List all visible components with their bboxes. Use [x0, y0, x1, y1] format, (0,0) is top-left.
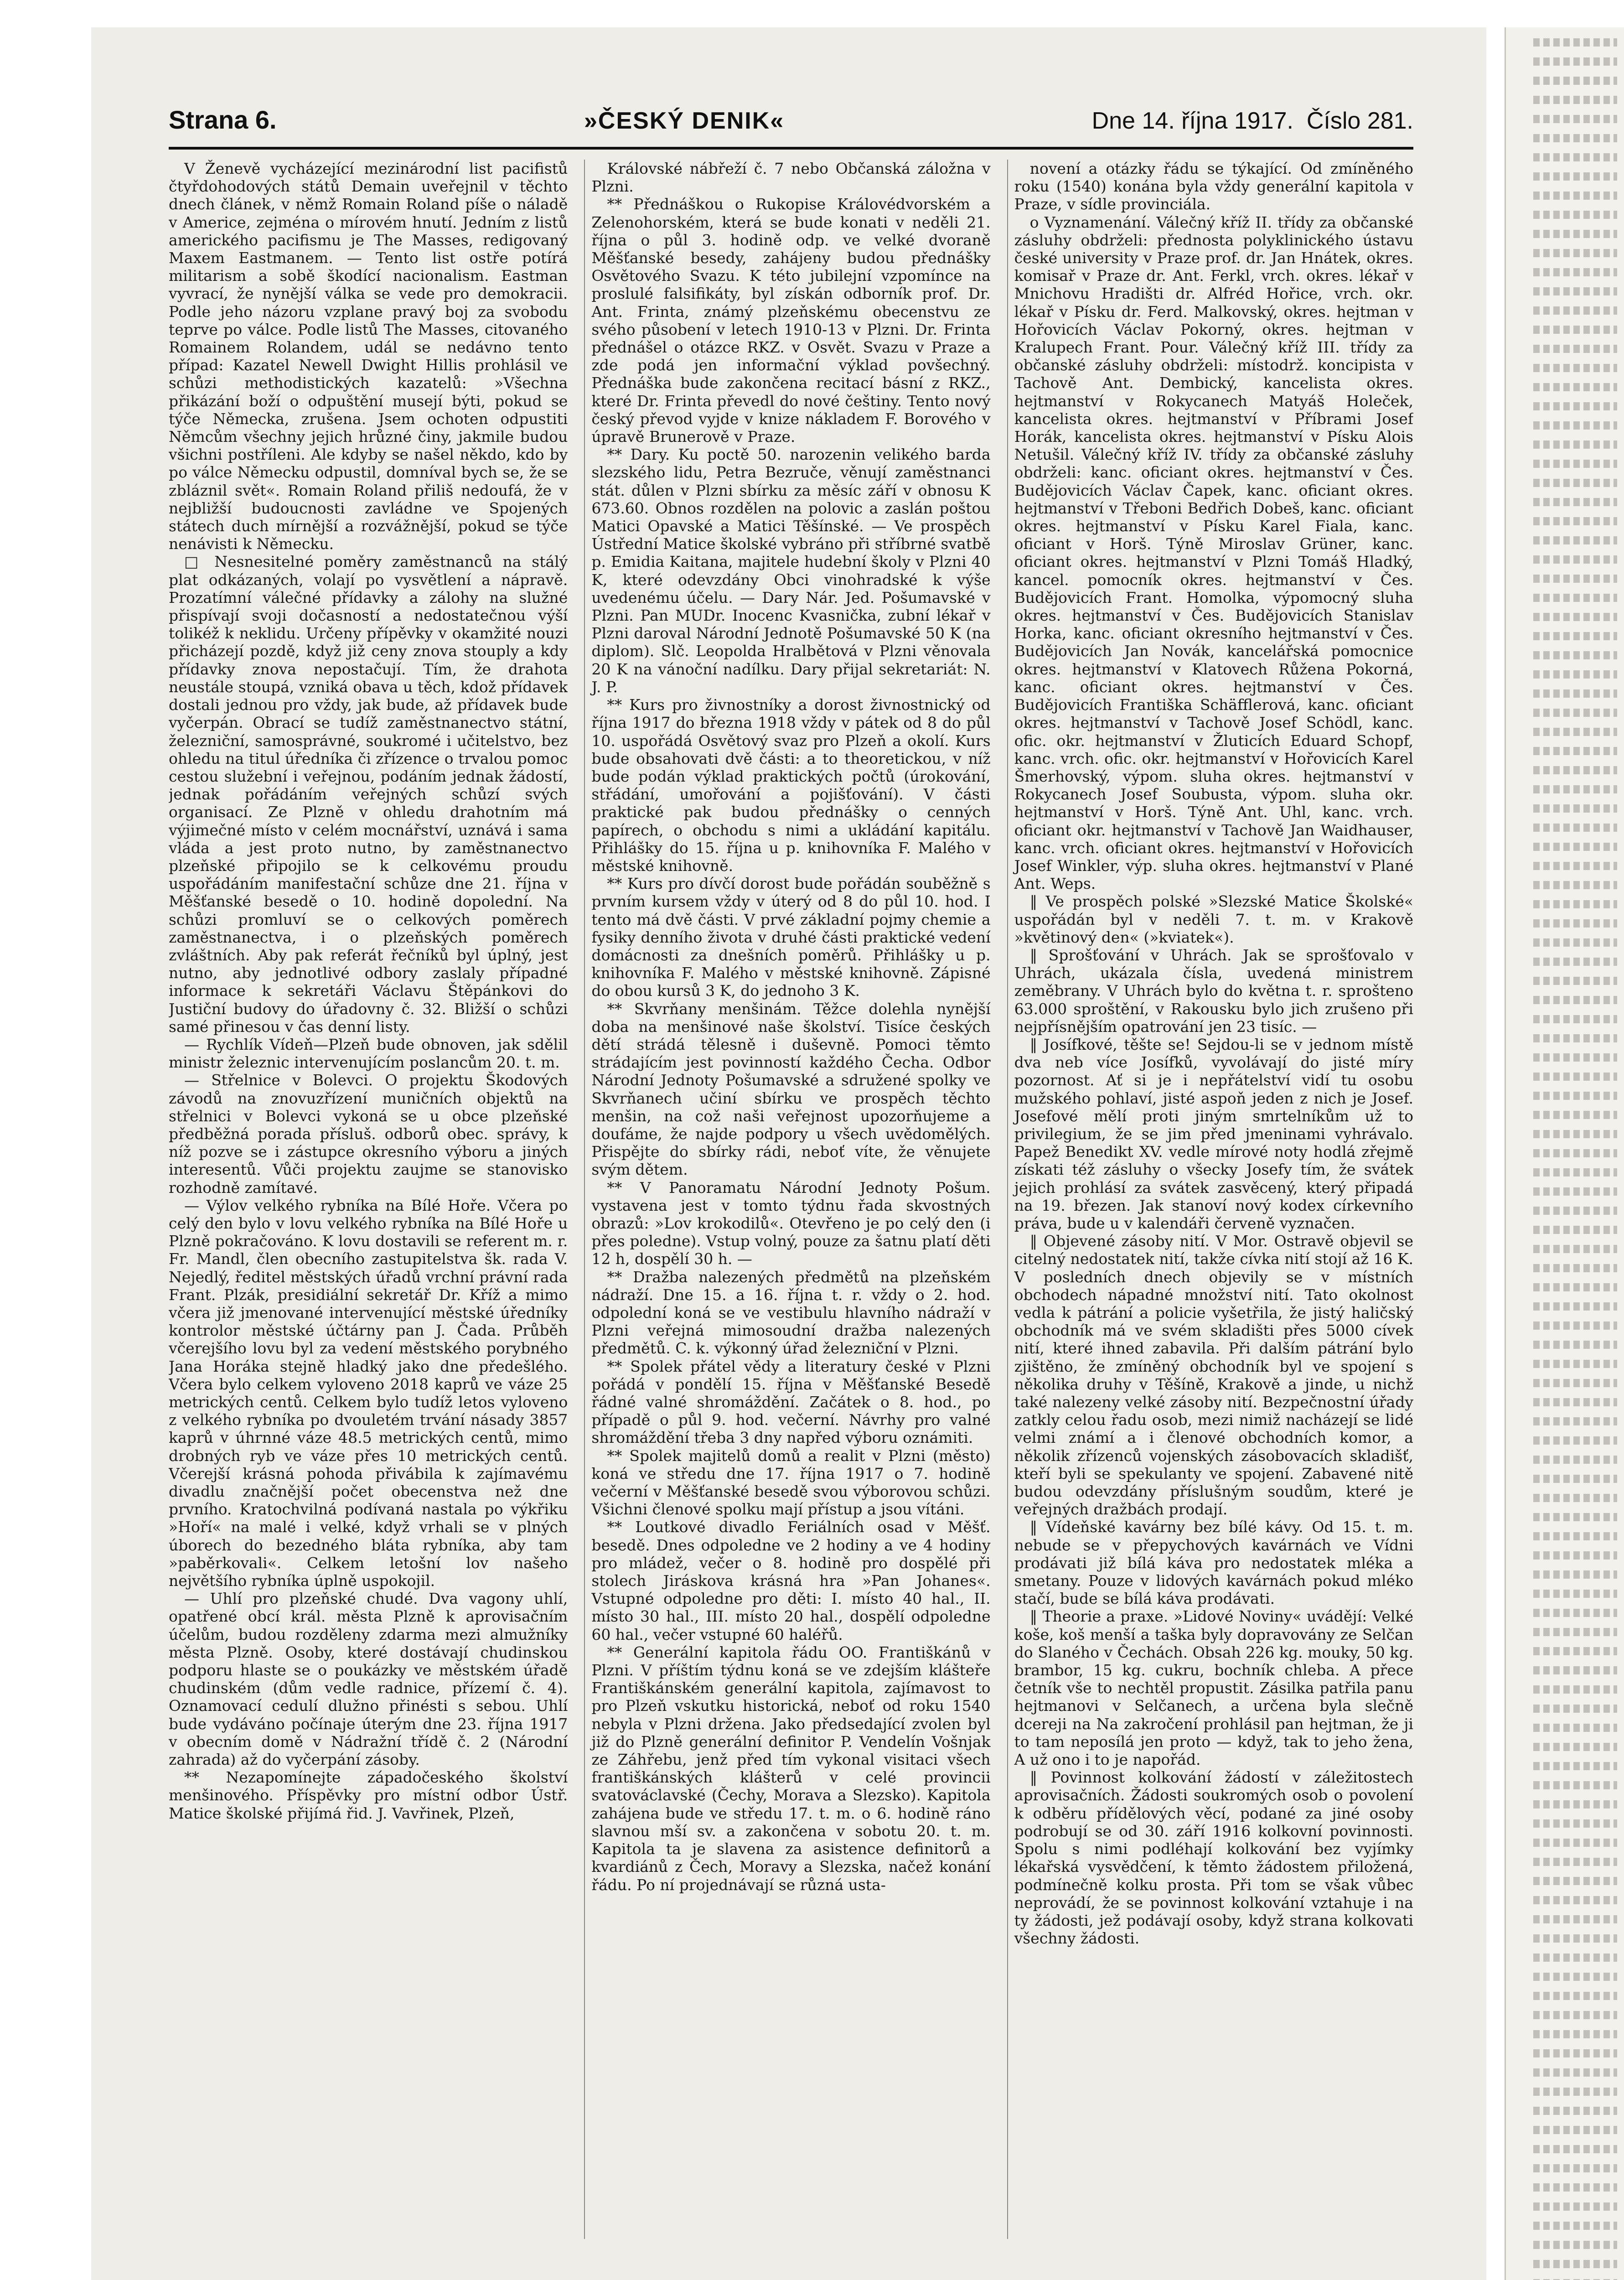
newspaper-page — [91, 27, 1486, 2280]
edge-text-line — [1533, 268, 1617, 276]
edge-text-line — [1533, 728, 1617, 736]
edge-text-line — [1533, 421, 1617, 430]
edge-text-line — [1533, 1494, 1617, 1502]
edge-text-line — [1533, 1034, 1617, 1042]
article-paragraph: ** Kurs pro dívčí dorost bude pořádán souběžně s prvním kursem vždy v úterý od 8 do půl 10. hod. I tento má dvě části. V prvé základní pojmy chemie a fysiky denního života v druhé části praktické vedení domácnosti za dnešních poměrů. Přihlášky u p. knihovníka F. Malého v městské knihovně. Zápisné do obou kursů 3 K, do jednoho 3 K. — [591, 875, 991, 1000]
edge-text-line — [1533, 306, 1617, 315]
article-paragraph: V Ženevě vycházející mezinárodní list pacifistů čtyřdohodových států Demain uveřejnil v těchto dnech článek, v němž Romain Roland píše o náladě v Americe, zejména o mírovém hnutí. Jedním z listů amerického pacifismu je The Masses, redigovaný Maxem Eastmanem. — Tento list ostře potírá militarism a sobě škodící nacionalism. Eastman vyvrací, že nynější válka se vede pro demokracii. Podle jeho názoru vzplane pravý boj za svobodu teprve po válce. Podle listů The Masses, citovaného Romainem Rolandem, udál se nedávno tento případ: Kazatel Newell Dwight Hillis prohlásil ve schůzi methodistických kazatelů: »Všechna přikázání boží o odpuštění musejí býti, pokud se týče Německa, zrušena. Jsem ochoten odpustiti Němcům všechny jejich hrůzné činy, jakmile budou všichni postříleni. Ale kdyby se našel někdo, kdo by po válce Německu odpustil, domníval bych se, že se zbláznil svět«. Romain Roland přiliš nedoufá, že v nejbližší budoucnosti zavládne ve Spojených státech duch mírnější a rozvážnější, pokud se týče nenávisti k Německu. — [169, 160, 568, 553]
article-paragraph: ‖ Objevené zásoby nití. V Mor. Ostravě objevil se citelný nedostatek nití, takže cívka nití stojí až 16 K. V posledních dnech objevily se v místních obchodech nápadné množství nití. Tato okolnost vedla k pátrání a policie vyšetřila, že jistý haličský obchodník má ve svém skladišti přes 5000 cívek nití, které ihned zabavila. Při dalším pátrání bylo zjištěno, že zmíněný obchodník byl ve spojení s několika druhy v Těšíně, Krakově a jinde, u nichž také nalezeny velké zásoby nití. Bezpečnostní úřady zatkly celou řadu osob, mezi nimiž nacházejí se lidé velmi známí a i členové obchodních komor, a několik zřízenců vojenských zásobovacích skladišť, kteří byli se spekulanty ve spojení. Zabavené nitě budou odevzdány příslušným soudům, které je veřejných dražbách prodají. — [1014, 1232, 1413, 1518]
edge-text-line — [1533, 843, 1617, 851]
edge-text-line — [1533, 460, 1617, 468]
article-paragraph: — Výlov velkého rybníka na Bílé Hoře. Včera po celý den bylo v lovu velkého rybníka na Bílé Hoře u Plzně pokračováno. K lovu dostavili se referent m. r. Fr. Mandl, člen obecního zastupitelstva šk. rada V. Nejedlý, ředitel městských úřadů vrchní právní rada Frant. Plzák, presidiální sekretář Dr. Kříž a mimo včera již jmenované intervenující městské úředníky kontrolor městské účtárny pan J. Čada. Průběh včerejšího lovu byl za vedení městského porybného Jana Horáka stejně hladký jako dne předešlého. Včera bylo celkem vyloveno 2018 kaprů ve váze 25 metrických centů. Celkem bylo tudíž letos vyloveno z velkého rybníka po dvouletém trvání násady 3857 kaprů v úhrnné váze 48.5 metrických centů, mimo drobných ryb ve váze přes 10 metrických centů. Včerejší krásná pohoda přivábila k zajímavému divadlu značnější počet obecenstva než dne prvního. Kratochvilná podívaná nastala po výkřiku »Hoří« na malé i velké, když vrhali se v plných úborech do bezedného bláta rybníka, aby tam »paběrkovali«. Celkem letošní lov našeho největšího rybníka úplně uspokojil. — [169, 1196, 568, 1590]
edge-text-line — [1533, 1570, 1617, 1579]
edge-text-line — [1533, 1839, 1617, 1847]
edge-text-line — [1533, 1360, 1617, 1368]
article-paragraph: ** Skvrňany menšinám. Těžce dolehla nynější doba na menšinové naše školství. Tisíce českých dětí strádá tělesně i duševně. Pomoci těmto strádajícím jest povinností každého Čecha. Odbor Národní Jednoty Pošumavské a sdružené spolky ve Skvrňanech učiní sbírku ve prospěch těchto menšin, na což naši veřejnost upozorňujeme a doufáme, že najde podpory u všech uvědomělých. Přispějte do sbírky rádi, neboť víte, že věnujete svým dětem. — [591, 1000, 991, 1179]
article-paragraph: ** Generální kapitola řádu OO. Františkánů v Plzni. V příštím týdnu koná se ve zdejším klášteře Františkánském generální kapitola, zajímavost to pro Plzeň vskutku historická, neboť od roku 1540 nebyla v Plzni držena. Jako předsedající zvolen byl již do Plzně generální definitor P. Vendelín Vošnjak ze Záhřebu, jenž před tím vykonal visitaci všech františkánských klášterů v celé provincii svatováclavské (Čechy, Morava a Slezsko). Kapitola zahájena bude ve středu 17. t. m. o 6. hodině ráno slavnou mší sv. a zakončena v sobotu 20. t. m. Kapitola ta je slavena za asistence definitorů a kvardiánů z Čech, Moravy a Slezska, načež konání řádu. Po ní projednávají se různá usta- — [591, 1643, 991, 1894]
issue-number: Číslo 281. — [1306, 108, 1413, 134]
edge-text-line — [1533, 747, 1617, 755]
edge-text-line — [1533, 479, 1617, 487]
article-paragraph: □ Nesnesitelné poměry zaměstnanců na stálý plat odkázaných, volají po vysvětlení a nápravě. Prozatímní válečné přídavky a zálohy na služné přispívají svoji dočasností a nedostatečnou výší tolikéž k neklidu. Určeny přípěvky v okamžité nouzi přicházejí pozdě, když již ceny znova stouply a kdy přídavky znova nepostačují. Tím, že drahota neustále stoupá, vzniká obava u těch, kdož přídavek dostali jednou pro vždy, jak bude, až přídavek bude vyčerpán. Obrací se tudíž zaměstnanectvo státní, železniční, samosprávné, soukromé i učitelstvo, bez ohledu na titul úředníka či zřízence o trvalou pomoc cestou služební i veřejnou, podáním jednak žádostí, jednak pořádáním veřejných schůzí svých organisací. Ze Plzně v ohledu drahotním má výjimečné místo v celém mocnářství, uznává i sama vláda a jest proto nutno, by zaměstnanectvo plzeňské připojilo se k celkovému proudu uspořádáním manifestační schůze dne 21. října v Měšťanské besedě o 10. hodině dopolední. Na schůzi promluví se o celkových poměrech zaměstnanectva, i o plzeňských poměrech zvláštních. Aby pak referát řečníků byl úplný, jest nutno, aby jednotlivé odbory zaslaly případné informace k sekretáři Václavu Štěpánkovi do Justiční budovy do úřadovny č. 32. Bližší o schůzi samé přinesou v čas denní listy. — [169, 553, 568, 1036]
edge-text-line — [1533, 938, 1617, 947]
article-paragraph: ** Přednáškou o Rukopise Královédvorském a Zelenohorském, která se bude konati v neděli 21. října o půl 3. hodině odp. ve velké dvoraně Měšťanské besedy, zahájeny budou přednášky Osvětového Svazu. K této jubilejní vzpomínce na proslulé falsifikáty, byl získán odborník prof. Dr. Ant. Frinta, známý plzeňskému obecenstvu ze svého působení v letech 1910-13 v Plzni. Dr. Frinta přednášel o otázce RKZ. v Osvět. Svazu v Praze a zde podá jen informační výklad povšechný. Přednáška bude zakončena recitací básní z RKZ., které Dr. Frinta převedl do nové češtiny. Tento nový český převod vyjde v knize nákladem F. Borového v úpravě Brunerově v Praze. — [591, 195, 991, 446]
edge-text-line — [1533, 1647, 1617, 1655]
edge-text-line — [1533, 785, 1617, 793]
edge-text-line — [1533, 2088, 1617, 2096]
edge-text-line — [1533, 536, 1617, 544]
article-paragraph: ** Kurs pro živnostníky a dorost živnostnický od října 1917 do března 1918 vždy v pátek od 8 do půl 10. uspořádá Osvětový svaz pro Plzeň a okolí. Kurs bude obsahovati dvě části: a to theoretickou, v níž bude podán výklad praktických počtů (úrokování, střádání, umořování a pojišťování). V části praktické pak budou přednášky o cenných papírech, o obchodu s nimi a ukládání kapitálu. Přihlášky do 15. října u p. knihovníka F. Malého v městské knihovně. — [591, 696, 991, 875]
edge-text-line — [1533, 1168, 1617, 1176]
edge-text-line — [1533, 1551, 1617, 1560]
edge-text-line — [1533, 498, 1617, 506]
edge-text-line — [1533, 1973, 1617, 1981]
edge-text-line — [1533, 996, 1617, 1004]
edge-text-line — [1533, 1475, 1617, 1483]
newspaper-title: »ČESKÝ DENIK« — [584, 108, 785, 134]
edge-text-line — [1533, 1302, 1617, 1311]
column-3 — [1007, 160, 1413, 2239]
edge-text-line — [1533, 57, 1617, 66]
edge-text-line — [1533, 2202, 1617, 2211]
issue-date: Dne 14. října 1917. — [1091, 108, 1293, 134]
edge-text-line — [1533, 670, 1617, 679]
article-paragraph: ** V Panoramatu Národní Jednoty Pošum. vystavena jest v tomto týdnu řada skvostných obrazů: »Lov krokodilů«. Otevřeno je po celý den (i přes poledne). Vstup volný, pouze za šatnu platí děti 12 h, dospělí 30 h. — — [591, 1178, 991, 1268]
edge-text-line — [1533, 881, 1617, 889]
edge-text-line — [1533, 575, 1617, 583]
article-paragraph: Královské nábřeží č. 7 nebo Občanská záložna v Plzni. — [591, 160, 991, 196]
edge-text-line — [1533, 2145, 1617, 2153]
edge-text-line — [1533, 1321, 1617, 1330]
edge-text-line — [1533, 1724, 1617, 1732]
article-paragraph: ‖ Sprošťování v Uhrách. Jak se sprošťovalo v Uhrách, ukázala čísla, uvedená ministrem zeměbrany. V Uhrách bylo do května t. r. sprošteno 63.000 sproštění, v Rakousku bylo jich zrušeno při nejpřísnějším opatrování jen 23 tisíc. — — [1014, 946, 1413, 1036]
edge-text-line — [1533, 1379, 1617, 1387]
edge-text-line — [1533, 1858, 1617, 1866]
edge-text-line — [1533, 651, 1617, 659]
edge-text-line — [1533, 1130, 1617, 1138]
edge-text-line — [1533, 1915, 1617, 1923]
adjacent-page-edge — [1505, 27, 1624, 2280]
edge-text-line — [1533, 134, 1617, 142]
edge-text-line — [1533, 824, 1617, 832]
edge-text-line — [1533, 77, 1617, 85]
edge-text-line — [1533, 1456, 1617, 1464]
edge-text-line — [1533, 402, 1617, 410]
edge-text-line — [1533, 1992, 1617, 2000]
edge-text-line — [1533, 1187, 1617, 1196]
article-paragraph: ‖ Ve prospěch polské »Slezské Matice Školské« uspořádán byl v neděli 7. t. m. v Krakově »květinový den« (»kviatek«). — [1014, 892, 1413, 946]
edge-text-line — [1533, 249, 1617, 257]
edge-text-line — [1533, 613, 1617, 621]
article-paragraph: ** Dary. Ku poctě 50. narozenin velikého barda slezského lidu, Petra Bezruče, věnují zaměstnanci stát. důlen v Plzni sbírku za měsíc září v obnosu K 673.60. Obnos rozdělen na polovic a zaslán poštou Matici Opavské a Matici Těšínské. — Ve prospěch Ústřední Matice školské vybráno při stříbrné svatbě p. Emidia Kaitana, majitele hudební školy v Plzni 40 K, které odevzdány Obci vinohradské k výše uvedenému účelu. — Dary Nár. Jed. Pošumavské v Plzni. Pan MUDr. Inocenc Kvasnička, zubní lékař v Plzni daroval Národní Jednotě Pošumavské 50 K (na diplom). Slč. Leopolda Hralbětová v Plzni věnovala 20 K na vánoční nadílku. Dary přijal sekretariát: N. J. P. — [591, 446, 991, 696]
article-paragraph: ** Dražba nalezených předmětů na plzeňském nádraží. Dne 15. a 16. října t. r. vždy o 2. hod. odpolední koná se ve vestibulu hlavního nádraží v Plzni veřejná mimosoudní dražba nalezených předmětů. C. k. výkonný úřad železniční v Plzni. — [591, 1268, 991, 1358]
edge-text-line — [1533, 172, 1617, 181]
edge-text-line — [1533, 1762, 1617, 1770]
edge-text-line — [1533, 1398, 1617, 1406]
edge-text-line — [1533, 2241, 1617, 2249]
date-and-issue — [1092, 107, 1413, 135]
edge-text-line — [1533, 1628, 1617, 1636]
article-paragraph: ‖ Theorie a praxe. »Lidové Noviny« uvádějí: Velké koše, koš menší a taška byly dopravovány ze Selčan do Slaného v Čechách. Obsah 226 kg. mouky, 50 kg. brambor, 15 kg. cukru, bochník chleba. A přece četník vše to nechtěl propustit. Zásilka patřila panu hejtmanovi v Selčanech, a určena byla slečně dcereji na Na zakročení prohlásil pan hejtman, že ji to tam neposílá jen proto — když, tak to jeho žena, A už ono i to je napořád. — [1014, 1607, 1413, 1769]
edge-text-line — [1533, 1207, 1617, 1215]
edge-text-line — [1533, 555, 1617, 564]
edge-text-line — [1533, 2164, 1617, 2172]
article-paragraph: — Uhlí pro plzeňské chudé. Dva vagony uhlí, opatřené obcí král. města Plzně k aprovisačním účelům, budou rozděleny zdarma mezi almužníky města Plzně. Osoby, které dostávají chudinskou podporu hlaste se o poukázky ve městském úřadě chudinském (dům vedle radnice, přízemí č. 4). Oznamovací cedulí dlužno přinésti s sebou. Uhlí bude vydáváno počínaje úterým dne 23. října 1917 v obecním domě v Nádražní třídě č. 2 (Národní zahrada) až do vyčerpání zásoby. — [169, 1590, 568, 1769]
article-columns — [169, 160, 1413, 2239]
edge-text-line — [1533, 153, 1617, 161]
edge-text-line — [1533, 1417, 1617, 1425]
edge-text-line — [1533, 383, 1617, 391]
edge-text-line — [1533, 1532, 1617, 1540]
edge-text-line — [1533, 2183, 1617, 2192]
edge-text-line — [1533, 1053, 1617, 1062]
edge-text-line — [1533, 958, 1617, 966]
article-paragraph: ** Nezapomínejte západočeského školství menšinového. Příspěvky pro místní odbor Ústř. Matice školské přijímá řid. J. Vavřinek, Plzeň, — [169, 1768, 568, 1822]
edge-text-line — [1533, 1264, 1617, 1272]
edge-text-line — [1533, 345, 1617, 353]
edge-text-line — [1533, 517, 1617, 525]
edge-text-line — [1533, 1685, 1617, 1694]
edge-text-line — [1533, 804, 1617, 813]
edge-text-line — [1533, 1015, 1617, 1023]
article-paragraph: novení a otázky řádu se týkající. Od zmíněného roku (1540) konána byla vždy generální kapitola v Praze, v sídle provinciála. — [1014, 160, 1413, 213]
column-2 — [584, 160, 990, 2239]
edge-text-line — [1533, 2049, 1617, 2057]
article-paragraph: — Střelnice v Bolevci. O projektu Škodových závodů na znovuzřízení muničních objektů na střelnici v Bolevci vykoná se u obce plzeňské předběžná porada přísluš. odborů obec. správy, k níž pozve se i zástupce okresního výboru a jiných interesentů. Vůči projektu zaujme se stanovisko rozhodně zamítavé. — [169, 1071, 568, 1197]
edge-text-line — [1533, 2107, 1617, 2115]
edge-text-line — [1533, 1743, 1617, 1751]
edge-text-line — [1533, 919, 1617, 928]
edge-text-line — [1533, 900, 1617, 908]
article-paragraph: ** Loutkové divadlo Feriálních osad v Měšť. besedě. Dnes odpoledne ve 2 hodiny a ve 4 hodiny pro mládež, večer o 8. hodině pro dospělé při stolech Jiráskova krásná hra »Pan Johanes«. Vstupné odpoledne pro děti: I. místo 40 hal., II. místo 30 hal., III. místo 20 hal., dospělí odpoledne 60 hal., večer vstupné 60 haléřů. — [591, 1518, 991, 1643]
edge-text-line — [1533, 1896, 1617, 1904]
edge-text-line — [1533, 364, 1617, 372]
edge-text-line — [1533, 632, 1617, 640]
edge-text-line — [1533, 1819, 1617, 1828]
edge-text-line — [1533, 766, 1617, 774]
article-paragraph: ‖ Josífkové, těšte se! Sejdou-li se v jednom místě dva neb více Josífků, vyvolávají do jisté míry pozornost. Ať si je i nepřátelství vidí tu osobu mužského pohlaví, jisté aspoň jeden z nich je Josef. Josefové mělí proti jiným smrtelníkům už to privilegium, že se jim před jmeninami vyhrávalo. Papež Benedikt XV. vedle mírové noty hodlá zřejmě získati též zásluhy o všecky Josefy tím, že svátek jejich prohlásí za svátek zasvěcený, který připadá na 19. březen. Jak stanoví nový kodex církevního práva, bude u v kalendáři červeně vyznačen. — [1014, 1035, 1413, 1232]
edge-text-line — [1533, 1705, 1617, 1713]
edge-text-line — [1533, 862, 1617, 870]
edge-text-line — [1533, 326, 1617, 334]
edge-text-line — [1533, 192, 1617, 200]
page-number: Strana 6. — [169, 105, 277, 134]
edge-text-line — [1533, 1800, 1617, 1808]
article-paragraph: ‖ Povinnost kolkování žádostí v záležitostech aprovisačních. Žádosti soukromých osob o povolení k odběru přídělových věcí, podané za jiné osoby podrobují se od 30. září 1916 kolkovní povinnosti. Spolu s nimi podléhají kolkování bez vyjímky lékařská vysvědčení, k těmto žádostem přiložená, podmínečně kolku prosta. Při tom se však vůbec neprovádí, že se povinnost kolkování vztahuje i na ty žádosti, jež podávají osoby, když strana kolkovati všechny žádosti. — [1014, 1768, 1413, 1948]
edge-text-line — [1533, 230, 1617, 238]
edge-text-line — [1533, 1283, 1617, 1291]
edge-text-line — [1533, 2030, 1617, 2038]
edge-text-line — [1533, 977, 1617, 985]
edge-text-line — [1533, 1341, 1617, 1349]
edge-text-line — [1533, 689, 1617, 698]
edge-text-line — [1533, 1934, 1617, 1943]
edge-text-line — [1533, 2260, 1617, 2268]
edge-text-line — [1533, 115, 1617, 123]
edge-text-line — [1533, 211, 1617, 219]
edge-text-line — [1533, 594, 1617, 602]
masthead — [169, 105, 1413, 141]
edge-text-line — [1533, 2011, 1617, 2019]
edge-text-line — [1533, 1513, 1617, 1521]
edge-text-line — [1533, 96, 1617, 104]
edge-text-line — [1533, 1954, 1617, 1962]
edge-text-line — [1533, 1781, 1617, 1789]
edge-text-line — [1533, 1073, 1617, 1081]
edge-text-line — [1533, 1092, 1617, 1100]
edge-text-line — [1533, 1226, 1617, 1234]
edge-text-line — [1533, 1877, 1617, 1885]
edge-text-line — [1533, 1666, 1617, 1674]
edge-text-line — [1533, 2126, 1617, 2134]
article-paragraph: o Vyznamenání. Válečný kříž II. třídy za občanské zásluhy obdrželi: přednosta polyklinického ústavu české university v Praze prof. dr. Jan Hnátek, okres. komisař v Praze dr. Ant. Ferkl, vrch. okres. lékař v Mnichovu Hradišti dr. Alfréd Hořice, vrch. okr. lékař v Písku dr. Ferd. Malkovský, okres. hejtman v Hořovicích Václav Pokorný, okres. hejtman v Kralupech Frant. Pour. Válečný kříž III. třídy za občanské zásluhy obdrželi: místodrž. koncipista v Tachově Ant. Dembický, kancelista okres. hejtmanství v Rokycanech Matyáš Holeček, kancelista okres. hejtmanství v Příbrami Josef Horák, kancelista okres. hejtmanství v Písku Alois Netušil. Válečný kříž IV. třídy za občanské zásluhy obdrželi: kanc. oficiant okres. hejtmanství v Čes. Budějovicích Václav Čapek, kanc. oficiant okres. hejtmanství v Třeboni Bedřich Dobeš, kanc. oficiant okres. hejtmanství v Písku Karel Fiala, kanc. oficiant v Horš. Týně Miroslav Grüner, kanc. oficiant okres. hejtmanství v Plzni Tomáš Hladký, kancel. pomocník okres. hejtmanství v Čes. Budějovicích Frant. Homolka, výpomocný sluha okres. hejtmanství v Čes. Budějovicích Stanislav Horka, kanc. oficiant okresního hejtmanství v Čes. Budějovicích Jan Novák, kancelářská pomocnice okres. hejtmanství v Klatovech Růžena Pokorná, kanc. oficiant okres. hejtmanství v Čes. Budějovicích Františka Schäfflerová, kanc. oficiant okres. hejtmanství v Tachově Josef Schödl, kanc. ofic. okr. hejtmanství v Žluticích Eduard Schopf, kanc. vrch. ofic. okr. hejtmanství v Hořovicích Karel Šmerhovský, výpom. sluha okres. hejtmanství v Rokycanech Josef Soubusta, výpom. sluha okr. hejtmanství v Horš. Týně Ant. Uhl, kanc. vrch. oficiant okr. hejtmanství v Tachově Jan Waidhauser, kanc. vrch. oficiant okres. hejtmanství v Hořovicích Josef Winkler, výp. sluha okres. hejtmanství v Plané Ant. Weps. — [1014, 213, 1413, 893]
edge-text-line — [1533, 2068, 1617, 2077]
edge-text-line — [1533, 440, 1617, 449]
edge-text-line — [1533, 1149, 1617, 1157]
edge-text-line — [1533, 709, 1617, 717]
header-rule — [169, 147, 1413, 150]
edge-text-line — [1533, 1245, 1617, 1253]
column-1 — [169, 160, 568, 2239]
article-paragraph: — Rychlík Vídeň—Plzeň bude obnoven, jak sdělil ministr železnic intervenujícím poslancům 20. t. m. — [169, 1035, 568, 1072]
edge-text-line — [1533, 2222, 1617, 2230]
edge-text-line — [1533, 287, 1617, 295]
edge-text-line — [1533, 1436, 1617, 1445]
edge-text-line — [1533, 1590, 1617, 1598]
article-paragraph: ‖ Vídeňské kavárny bez bílé kávy. Od 15. t. m. nebude se v přepychových kavárnách ve Vídni prodávati již bílá káva pro nedostatek mléka a smetany. Pouze v lidových kavárnách pokud mléko stačí, bude se bílá káva prodávati. — [1014, 1518, 1413, 1608]
article-paragraph: ** Spolek majitelů domů a realit v Plzni (město) koná ve středu dne 17. října 1917 o 7. hodině večerní v Měšťanské besedě svou výborovou schůzi. Všichni členové spolku mají přístup a jsou vítáni. — [591, 1446, 991, 1518]
edge-text-line — [1533, 1609, 1617, 1617]
edge-text-line — [1533, 38, 1617, 47]
article-paragraph: ** Spolek přátel vědy a literatury české v Plzni pořádá v pondělí 15. října v Měšťanské Besedě řádné valné shromáždění. Začátek o 8. hod., po případě o půl 9. hod. večerní. Návrhy pro valné shromáždění třeba 3 dny napřed výboru oznámiti. — [591, 1357, 991, 1447]
edge-text-line — [1533, 1111, 1617, 1119]
